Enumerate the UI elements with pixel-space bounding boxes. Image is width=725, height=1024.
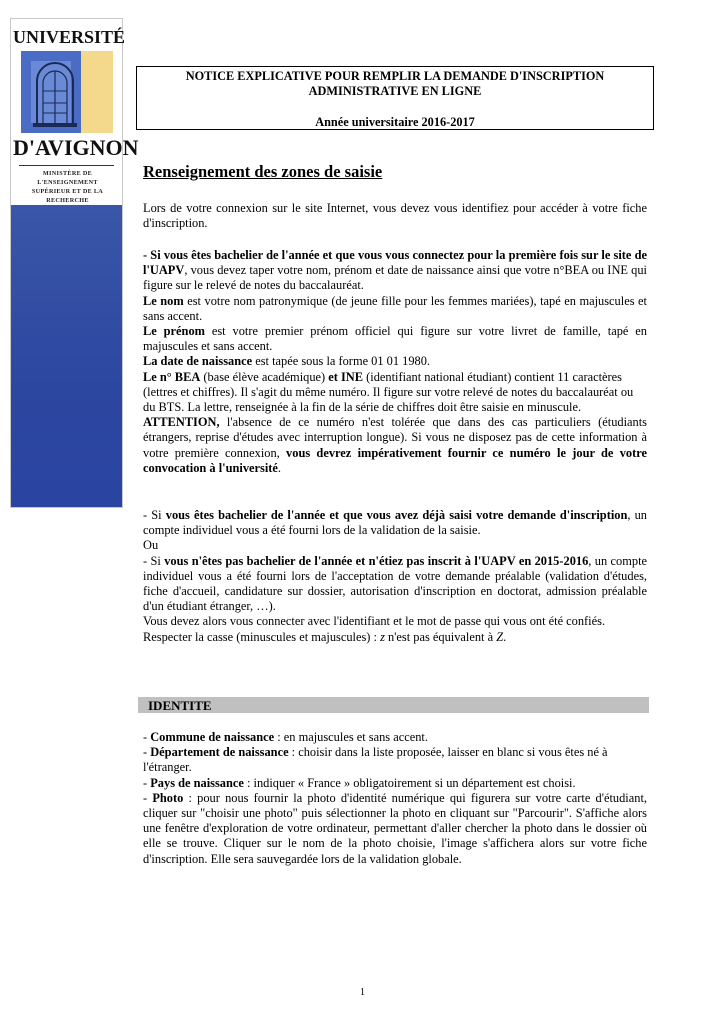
page-number: 1	[360, 987, 365, 998]
departement-item: - Département de naissance : choisir dans la liste proposée, laisser en blanc si vous êtes né à l'étranger.	[143, 745, 608, 775]
date-label: La date de naissance	[143, 354, 253, 369]
case-note-start: Respecter la casse (minuscules et majuscules) :	[143, 629, 381, 644]
prenom-text: est votre premier prénom officiel qui figure sur votre livret de famille, tapé en majuscules et sans accent.	[143, 324, 647, 354]
first-login-paragraph	[143, 248, 647, 294]
prenom-paragraph	[143, 324, 647, 354]
commune-item: - Commune de naissance : en majuscules et sans accent.	[143, 730, 428, 744]
logo-avignon-text: D'AVIGNON	[13, 135, 139, 160]
case-a-text: , un compte individuel vous a été fourni lors de la validation de la saisie.	[143, 508, 647, 538]
existing-account-section	[143, 508, 647, 645]
ministry-text	[13, 169, 122, 205]
identite-section	[143, 730, 647, 867]
nom-text: est votre nom patronymique (de jeune fille pour les femmes mariées), tapé en majuscules et sans accent.	[143, 293, 647, 323]
pays-label: Pays de naissance	[150, 775, 244, 790]
case-a-bold: vous êtes bachelier de l'année et que vous avez déjà saisi votre demande d'inscription	[165, 508, 628, 522]
bea-paragraph	[143, 370, 647, 416]
attention-emphasis: vous devrez impérativement fournir ce numéro le jour de votre convocation à l'université	[143, 445, 647, 475]
uppercase-z: Z	[496, 629, 504, 644]
first-login-section	[143, 248, 647, 476]
attention-text: l'absence de ce numéro n'est tolérée que dans des cas particuliers (étudiants étrangers, reprise d'études avec interruption longue). Si vous ne disposez pas de cette information à votre première connexion,	[143, 415, 647, 460]
prenom-label: Le prénom	[143, 324, 205, 339]
attention-end: .	[277, 460, 282, 475]
commune-label: Commune de naissance	[150, 730, 275, 744]
photo-label: Photo	[152, 790, 184, 805]
bea-text: (identifiant national étudiant) contient 11 caractères (lettres et chiffres). Il s'agit du même numéro. Il figure sur votre relevé de notes du baccalauréat ou du BTS. La lettre, renseignée à la fin de la série de chiffres doit être saisie en minuscule.	[143, 369, 634, 415]
photo-text: : pour nous fournir la photo d'identité numérique qui figurera sur votre carte d'étudiant, cliquer sur "choisir une photo" puis sélectionner la photo en cliquant sur "Parcourir". S'affiche alors une fenêtre d'exploration de votre ordinateur, permettant d'aller chercher la photo dans le dossier où elle se trouve. Cliquer sur le nom de la photo choisie, l'image s'affichera alors sur votre fiche d'inscription. Elle sera sauvegardée lors de la validation globale.	[143, 790, 647, 866]
academic-year: Année universitaire 2016-2017	[315, 115, 475, 129]
case-b-bold: vous n'êtes pas bachelier de l'année et n'étiez pas inscrit à l'UAPV en 2015-2016	[164, 553, 589, 568]
nom-label: Le nom	[143, 293, 184, 308]
pays-item: - Pays de naissance : indiquer « France » obligatoirement si un département est choisi.	[143, 775, 576, 790]
notice-header-box	[136, 66, 654, 130]
case-sensitivity-note	[143, 630, 647, 645]
bea-label: Le n° BEA	[143, 369, 201, 384]
ministry-line-1: MINISTÈRE DE L'ENSEIGNEMENT	[37, 170, 98, 186]
header-line-1: NOTICE EXPLICATIVE POUR REMPLIR LA DEMANDE D'INSCRIPTION	[185, 69, 605, 83]
identite-section-bar	[138, 697, 649, 713]
departement-text: : choisir dans la liste proposée, laisser en blanc si vous êtes né à l'étranger.	[143, 745, 608, 775]
sidebar-blue-band	[11, 205, 122, 507]
lowercase-z: z	[380, 629, 385, 644]
case-b-start: - Si	[143, 553, 165, 568]
university-logo-sidebar	[10, 18, 139, 508]
commune-text: : en majuscules et sans accent.	[274, 730, 428, 744]
ine-label: et INE	[328, 369, 364, 384]
ministry-line-2: SUPÉRIEUR ET DE LA RECHERCHE	[31, 188, 104, 204]
bea-mid: (base élève académique)	[200, 369, 329, 384]
departement-label: Département de naissance	[150, 745, 289, 760]
attention-label: ATTENTION,	[143, 415, 220, 430]
date-paragraph	[143, 354, 647, 369]
case-note-mid: n'est pas équivalent à	[384, 629, 497, 644]
case-a-start: - Si	[143, 508, 166, 522]
page-title: Renseignement des zones de saisie	[143, 162, 383, 181]
first-login-text: , vous devez taper votre nom, prénom et date de naissance ainsi que votre n°BEA ou INE qui figure sur le relevé de notes du baccalauréat.	[143, 263, 647, 293]
university-logo	[11, 19, 139, 204]
window-icon	[21, 51, 113, 133]
photo-item: - Photo : pour nous fournir la photo d'identité numérique qui figurera sur votre carte d'étudiant, cliquer sur "choisir une photo" puis sélectionner la photo en cliquant sur "Parcourir". S'affiche alors une fenêtre d'exploration de votre ordinateur, permettant d'aller chercher la photo dans le dossier où elle se trouve. Cliquer sur le nom de la photo choisie, l'image s'affichera alors sur votre fiche d'inscription. Elle sera sauvegardée lors de la validation globale.	[143, 790, 647, 866]
case-note-end: .	[503, 629, 507, 644]
header-line-2: ADMINISTRATIVE EN LIGNE	[308, 84, 482, 98]
nom-paragraph	[143, 294, 647, 324]
first-login-lead: - Si vous êtes bachelier de l'année et que vous vous connectez pour la première fois sur le site de l'UAPV	[143, 248, 647, 278]
case-already-registered	[143, 508, 647, 538]
attention-paragraph	[143, 415, 647, 476]
or-text: Ou	[143, 538, 159, 553]
date-text: est tapée sous la forme 01 01 1980.	[252, 354, 431, 369]
case-b-text: , un compte individuel vous a été fourni lors de l'acceptation de votre demande préalable (validation d'études, fiche d'accueil, candidature sur dossier, autorisation d'inscription en doctorat, admission préalable d'un étudiant étranger, …).	[143, 553, 648, 614]
logo-university-text: UNIVERSITÉ	[13, 27, 126, 47]
intro-paragraph: Lors de votre connexion sur le site Internet, vous devez vous identifiez pour accéder à votre fiche d'inscription.	[143, 201, 647, 231]
identite-heading: IDENTITE	[148, 698, 212, 713]
connect-instruction: Vous devez alors vous connecter avec l'identifiant et le mot de passe qui vous ont été confiés.	[143, 614, 606, 629]
case-not-bachelor	[143, 554, 647, 615]
logo-divider	[19, 165, 114, 166]
pays-text: : indiquer « France » obligatoirement si un département est choisi.	[243, 775, 576, 790]
